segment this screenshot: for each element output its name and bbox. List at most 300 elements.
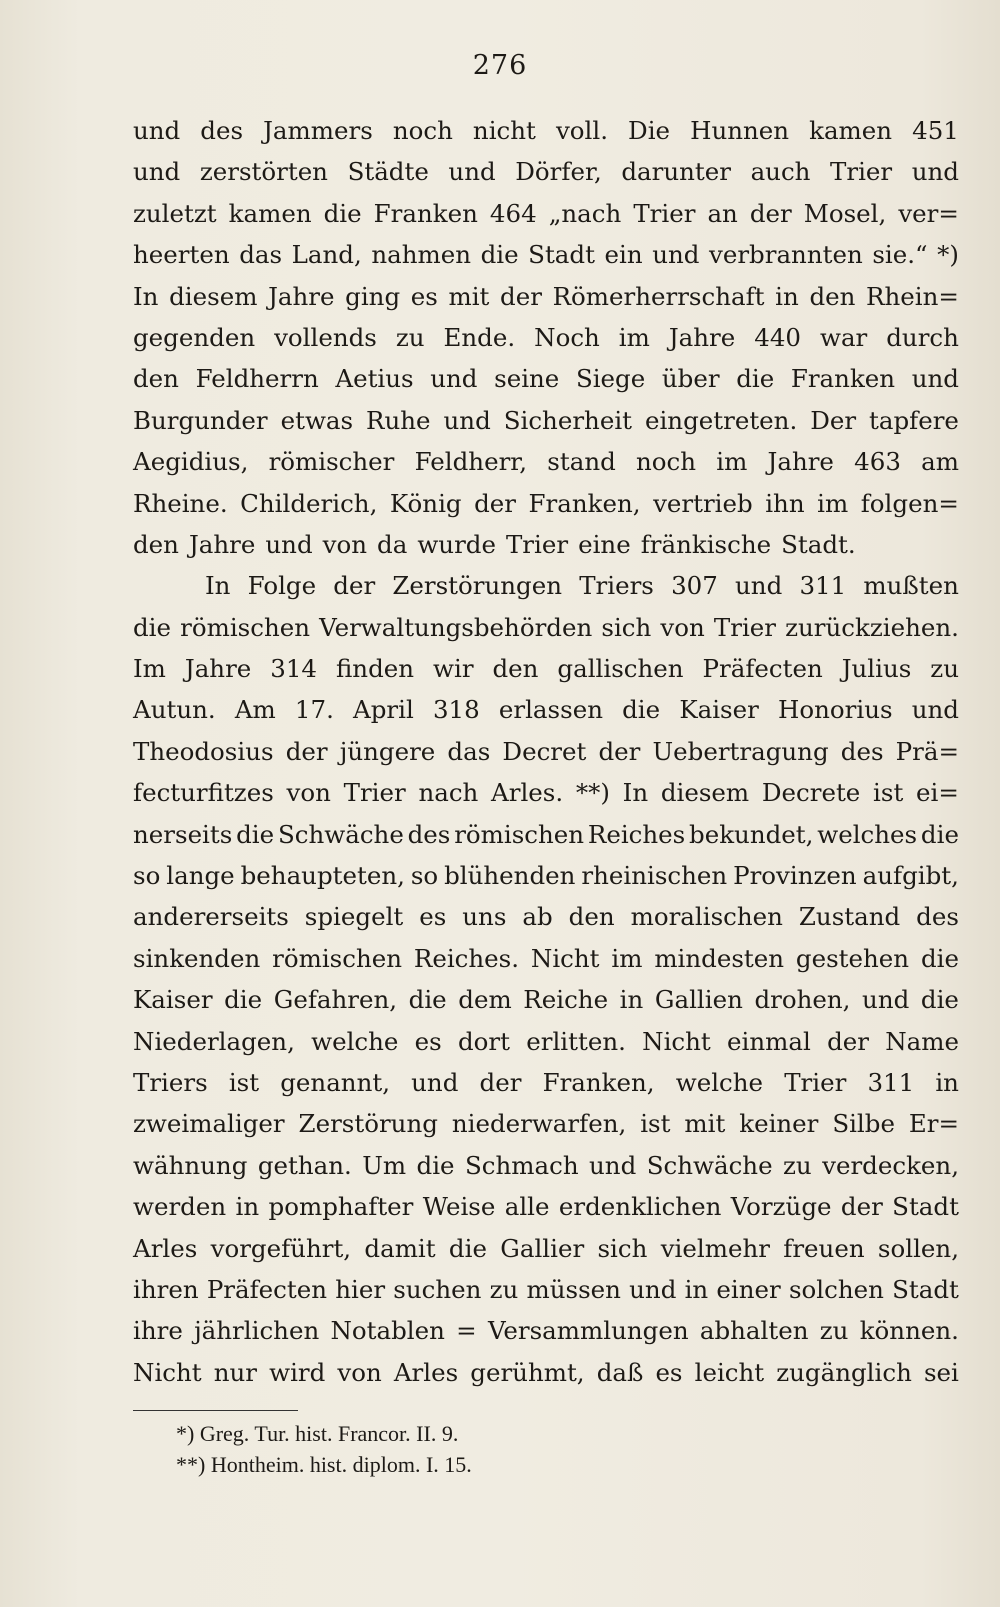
word: diesem bbox=[169, 281, 258, 311]
word: finden bbox=[335, 654, 415, 684]
word: sinkenden bbox=[133, 943, 261, 973]
word: die bbox=[920, 985, 959, 1015]
word: Der bbox=[810, 405, 857, 435]
word: Jahre bbox=[668, 322, 736, 352]
text-line bbox=[133, 1103, 959, 1144]
word: vorgeführt, bbox=[210, 1233, 352, 1263]
word: Trier bbox=[633, 198, 696, 228]
word: Schmach bbox=[464, 1150, 579, 1180]
word: Jahre bbox=[268, 281, 335, 311]
word: Trier bbox=[713, 612, 776, 642]
word: Jammers bbox=[263, 116, 373, 145]
word: noch bbox=[392, 116, 453, 145]
word: noch bbox=[636, 447, 697, 477]
page-number: 276 bbox=[472, 50, 528, 81]
word: 307 bbox=[671, 571, 718, 601]
word: Vorzüge bbox=[730, 1192, 832, 1222]
text-line bbox=[133, 1062, 959, 1103]
word: ging bbox=[345, 281, 401, 311]
word: sie.“ bbox=[872, 240, 928, 270]
word: Gallien bbox=[654, 985, 743, 1015]
word: und bbox=[411, 1067, 459, 1097]
word: alle bbox=[504, 1192, 550, 1222]
word: Autun. bbox=[133, 695, 216, 725]
word: und bbox=[448, 157, 496, 187]
word: zweimaliger bbox=[133, 1109, 285, 1139]
word: Franken bbox=[373, 198, 478, 228]
word: der bbox=[598, 736, 641, 766]
word: des bbox=[840, 736, 884, 766]
word: im bbox=[716, 447, 748, 477]
word: sich bbox=[601, 612, 652, 642]
word: im bbox=[618, 322, 650, 352]
word: der bbox=[285, 736, 328, 766]
word: eingetreten. bbox=[644, 405, 798, 435]
word: Notablen bbox=[330, 1316, 445, 1346]
word: und bbox=[133, 157, 181, 187]
word: Zerstörung bbox=[298, 1109, 438, 1139]
word: und bbox=[430, 364, 478, 394]
footnote: **) Hontheim. hist. diplom. I. 15. bbox=[176, 1452, 472, 1477]
text-line bbox=[133, 193, 959, 234]
word: Er= bbox=[908, 1109, 959, 1139]
word: Schwäche bbox=[646, 1150, 773, 1180]
text-line bbox=[133, 110, 959, 151]
word: Aetius bbox=[335, 364, 414, 394]
word: der bbox=[333, 571, 376, 601]
word: ab bbox=[522, 902, 553, 932]
word: Stadt. bbox=[781, 529, 856, 559]
text-line bbox=[133, 1145, 959, 1186]
word: gethan. bbox=[257, 1150, 352, 1180]
word: Triers bbox=[133, 1067, 208, 1097]
word: Ende. bbox=[443, 322, 516, 352]
word: gerühmt, bbox=[470, 1357, 585, 1387]
word: Nicht bbox=[530, 943, 600, 973]
word: genannt, bbox=[280, 1067, 390, 1097]
word: der bbox=[827, 1026, 869, 1056]
word: und bbox=[265, 529, 313, 559]
word: auch bbox=[750, 157, 811, 187]
word: nicht bbox=[472, 116, 536, 145]
word: Land, bbox=[291, 240, 362, 270]
word: Trier bbox=[343, 778, 406, 808]
word: Um bbox=[362, 1150, 407, 1180]
word: voll. bbox=[555, 116, 608, 145]
word: diesem bbox=[660, 778, 750, 808]
word: Nicht bbox=[133, 1357, 202, 1387]
word: Rheine. bbox=[133, 488, 228, 518]
word: über bbox=[661, 364, 720, 394]
word: Trier bbox=[830, 157, 893, 187]
word: Kaiser bbox=[133, 985, 213, 1015]
word: Prä= bbox=[895, 736, 959, 766]
text-line bbox=[133, 979, 959, 1020]
word: Reiches bbox=[587, 819, 686, 849]
word: seine bbox=[494, 364, 560, 394]
word: rheinischen bbox=[581, 861, 728, 891]
word: Name bbox=[885, 1026, 959, 1056]
word: 440 bbox=[754, 322, 801, 352]
text-line bbox=[133, 896, 959, 937]
body-text bbox=[133, 110, 959, 1393]
word: die bbox=[448, 1233, 487, 1263]
word: werden bbox=[133, 1192, 227, 1222]
word: 464 bbox=[489, 198, 537, 228]
word: Franken, bbox=[542, 1067, 655, 1097]
word: erlitten. bbox=[526, 1026, 626, 1056]
word: Jahre bbox=[188, 529, 256, 559]
word: von bbox=[337, 1357, 382, 1387]
word: **) bbox=[575, 778, 610, 808]
word: gestehen bbox=[795, 943, 910, 973]
word: freuen bbox=[783, 1233, 865, 1263]
word: die bbox=[736, 364, 775, 394]
word: daß bbox=[596, 1357, 644, 1387]
word: sollen, bbox=[877, 1233, 959, 1263]
word: und bbox=[652, 240, 700, 270]
word: Stadt bbox=[528, 240, 595, 270]
word: Triers bbox=[579, 571, 654, 601]
word: Stadt bbox=[892, 1274, 959, 1304]
word: und bbox=[911, 364, 959, 394]
word: zu bbox=[395, 322, 425, 352]
word: darunter bbox=[621, 157, 731, 187]
text-line bbox=[133, 814, 959, 855]
text-line bbox=[133, 358, 959, 399]
word: zerstörten bbox=[199, 157, 328, 187]
word: des bbox=[407, 819, 451, 849]
word: welche bbox=[311, 1026, 399, 1056]
word: verbrannten bbox=[709, 240, 863, 270]
word: Zustand bbox=[798, 902, 901, 932]
word: des bbox=[200, 116, 244, 145]
text-line bbox=[133, 276, 959, 317]
word: die bbox=[224, 985, 263, 1015]
word: 318 bbox=[432, 695, 480, 725]
text-line bbox=[133, 648, 959, 689]
word: Decrete bbox=[761, 778, 861, 808]
word: 311 bbox=[867, 1067, 915, 1097]
word: kamen bbox=[809, 116, 893, 145]
word: ihren bbox=[133, 1274, 199, 1304]
word: hier bbox=[335, 1274, 386, 1304]
word: Reiche bbox=[523, 985, 609, 1015]
text-line bbox=[133, 1186, 959, 1227]
word: stand bbox=[547, 447, 616, 477]
word: verdecken, bbox=[822, 1150, 959, 1180]
word: ihre bbox=[133, 1316, 183, 1346]
word: der bbox=[749, 198, 792, 228]
word: mindesten bbox=[654, 943, 785, 973]
word: damit bbox=[364, 1233, 436, 1263]
word: ihn bbox=[765, 488, 805, 518]
word: wähnung bbox=[133, 1150, 248, 1180]
word: uns bbox=[462, 902, 507, 932]
word: und bbox=[735, 571, 783, 601]
word: das bbox=[239, 240, 283, 270]
word: fecturfitzes bbox=[133, 778, 274, 808]
text-line bbox=[133, 772, 959, 813]
word: 17. bbox=[294, 695, 334, 725]
text-line bbox=[133, 731, 959, 772]
word: Im bbox=[133, 654, 166, 684]
word: es bbox=[410, 281, 438, 311]
word: bekundet, bbox=[689, 819, 814, 849]
word: den bbox=[133, 529, 179, 559]
word: erdenklichen bbox=[558, 1192, 722, 1222]
word: Hunnen bbox=[690, 116, 790, 145]
word: nahmen bbox=[371, 240, 472, 270]
word: die bbox=[323, 198, 362, 228]
word: Weise bbox=[422, 1192, 496, 1222]
word: ist bbox=[228, 1067, 260, 1097]
word: vielmehr bbox=[660, 1233, 770, 1263]
word: Präfecten bbox=[206, 1274, 328, 1304]
word: Folge bbox=[247, 571, 317, 601]
word: in bbox=[775, 281, 799, 311]
word: Noch bbox=[534, 322, 600, 352]
word: Provinzen bbox=[733, 861, 857, 891]
word: Reiches. bbox=[413, 943, 520, 973]
word: römischer bbox=[268, 447, 395, 477]
word: Kaiser bbox=[679, 695, 759, 725]
word: war bbox=[819, 322, 868, 352]
text-line bbox=[133, 607, 959, 648]
word: 311 bbox=[799, 571, 847, 601]
word: römischen bbox=[180, 612, 311, 642]
word: wird bbox=[269, 1357, 326, 1387]
word: Rhein= bbox=[866, 281, 959, 311]
word: nach bbox=[418, 778, 479, 808]
word: im bbox=[817, 488, 849, 518]
word: welches bbox=[817, 819, 918, 849]
word: folgen= bbox=[860, 488, 959, 518]
word: drohen, bbox=[754, 985, 851, 1015]
word: so bbox=[133, 861, 161, 891]
word: nur bbox=[213, 1357, 257, 1387]
word: Mosel, bbox=[803, 198, 887, 228]
word: sich bbox=[597, 1233, 648, 1263]
word: die bbox=[408, 985, 447, 1015]
word: und bbox=[443, 405, 491, 435]
word: In bbox=[133, 281, 159, 311]
word: die bbox=[622, 695, 661, 725]
word: Arles bbox=[133, 1233, 198, 1263]
word: von bbox=[660, 612, 705, 642]
word: eine bbox=[578, 529, 631, 559]
word: und bbox=[862, 985, 910, 1015]
word: ei= bbox=[916, 778, 959, 808]
word: keiner bbox=[739, 1109, 819, 1139]
word: In bbox=[205, 571, 231, 601]
text-line bbox=[133, 1352, 959, 1393]
word: abhalten bbox=[699, 1316, 809, 1346]
text-line bbox=[133, 400, 959, 441]
word: Versammlungen bbox=[487, 1316, 689, 1346]
word: 314 bbox=[270, 654, 318, 684]
word: moralischen bbox=[630, 902, 783, 932]
footnotes bbox=[176, 1418, 472, 1480]
text-line bbox=[133, 855, 959, 896]
word: 463 bbox=[854, 447, 901, 477]
word: gallischen bbox=[557, 654, 684, 684]
word: Childerich, bbox=[240, 488, 378, 518]
word: Uebertragung bbox=[652, 736, 829, 766]
word: blühenden bbox=[444, 861, 576, 891]
word: römischen bbox=[272, 943, 403, 973]
word: die bbox=[480, 240, 519, 270]
word: In bbox=[622, 778, 649, 808]
word: ist bbox=[640, 1109, 671, 1139]
text-line bbox=[133, 1021, 959, 1062]
word: Aegidius, bbox=[133, 447, 249, 477]
word: in bbox=[935, 1067, 959, 1097]
word: *) bbox=[937, 240, 959, 270]
text-line bbox=[133, 565, 959, 606]
word: nerseits bbox=[133, 819, 233, 849]
word: Theodosius bbox=[133, 736, 274, 766]
text-line bbox=[133, 234, 959, 275]
word: = bbox=[456, 1316, 477, 1346]
word: am bbox=[921, 447, 959, 477]
word: Burgunder bbox=[133, 405, 268, 435]
word: niederwarfen, bbox=[451, 1109, 627, 1139]
word: tapfere bbox=[869, 405, 959, 435]
word: Trier bbox=[784, 1067, 847, 1097]
word: spiegelt bbox=[304, 902, 404, 932]
word: Sicherheit bbox=[503, 405, 633, 435]
word: 451 bbox=[912, 116, 959, 145]
word: Julius bbox=[841, 654, 912, 684]
word: Trier bbox=[505, 529, 569, 559]
text-line bbox=[133, 938, 959, 979]
word: so bbox=[410, 861, 439, 891]
word: welche bbox=[675, 1067, 764, 1097]
word: Städte bbox=[347, 157, 429, 187]
word: den bbox=[492, 654, 539, 684]
word: Honorius bbox=[778, 695, 893, 725]
word: den bbox=[809, 281, 856, 311]
word: Präfecten bbox=[702, 654, 823, 684]
word: April bbox=[353, 695, 414, 725]
word: jüngere bbox=[339, 736, 436, 766]
word: Siege bbox=[575, 364, 646, 394]
word: wir bbox=[433, 654, 474, 684]
word: Stadt bbox=[892, 1192, 959, 1222]
word: Arles. bbox=[491, 778, 564, 808]
text-line bbox=[133, 689, 959, 730]
word: vertrieb bbox=[653, 488, 753, 518]
word: suchen bbox=[393, 1274, 482, 1304]
word: es bbox=[419, 902, 447, 932]
word: einmal bbox=[727, 1026, 811, 1056]
text-line bbox=[133, 1310, 959, 1351]
text-line bbox=[133, 1228, 959, 1269]
word: Zerstörungen bbox=[392, 571, 563, 601]
word: mit bbox=[684, 1109, 726, 1139]
word: der bbox=[479, 1067, 522, 1097]
word: König bbox=[389, 488, 462, 518]
word: dem bbox=[458, 985, 512, 1015]
word: pomphafter bbox=[268, 1192, 414, 1222]
word: die bbox=[133, 612, 172, 642]
word: zu bbox=[489, 1274, 519, 1304]
word: heerten bbox=[133, 240, 230, 270]
word: der bbox=[840, 1192, 883, 1222]
word: und bbox=[589, 1150, 637, 1180]
footnote-rule bbox=[133, 1410, 298, 1411]
word: Decret bbox=[502, 736, 587, 766]
word: und bbox=[911, 157, 959, 187]
word: Jahre bbox=[184, 654, 252, 684]
word: zuletzt bbox=[133, 198, 217, 228]
word: im bbox=[611, 943, 643, 973]
word: Feldherrn bbox=[195, 364, 319, 394]
word: und bbox=[629, 1274, 677, 1304]
word: und bbox=[133, 116, 181, 145]
word: römischen bbox=[454, 819, 585, 849]
word: Arles bbox=[393, 1357, 459, 1387]
word: Ruhe bbox=[366, 405, 431, 435]
word: Römerherrschaft bbox=[552, 281, 765, 311]
word: Die bbox=[628, 116, 671, 145]
word: mit bbox=[448, 281, 490, 311]
word: zurückziehen. bbox=[785, 612, 959, 642]
word: solchen bbox=[788, 1274, 884, 1304]
word: gegenden bbox=[133, 322, 256, 352]
word: es bbox=[414, 1026, 442, 1056]
word: der bbox=[474, 488, 517, 518]
word: ist bbox=[873, 778, 904, 808]
word: Am bbox=[234, 695, 276, 725]
word: einer bbox=[716, 1274, 781, 1304]
footnote: *) Greg. Tur. hist. Francor. II. 9. bbox=[176, 1421, 459, 1446]
word: die bbox=[920, 819, 959, 849]
word: lange bbox=[166, 861, 235, 891]
word: Dörfer, bbox=[515, 157, 602, 187]
word: zu bbox=[930, 654, 959, 684]
text-line bbox=[133, 441, 959, 482]
word: etwas bbox=[280, 405, 354, 435]
word: die bbox=[920, 943, 959, 973]
word: die bbox=[236, 819, 275, 849]
word: dort bbox=[458, 1026, 510, 1056]
word: behaupteten, bbox=[240, 861, 405, 891]
word: können. bbox=[859, 1316, 959, 1346]
word: da bbox=[377, 529, 408, 559]
word: Gallier bbox=[500, 1233, 585, 1263]
word: von bbox=[322, 529, 368, 559]
word: von bbox=[286, 778, 331, 808]
word: Verwaltungsbehörden bbox=[319, 612, 593, 642]
word: den bbox=[133, 364, 179, 394]
word: zu bbox=[783, 1150, 812, 1180]
word: vollends bbox=[274, 322, 377, 352]
word: fränkische bbox=[640, 529, 772, 559]
word: den bbox=[568, 902, 615, 932]
word: durch bbox=[886, 322, 959, 352]
word: erlassen bbox=[498, 695, 603, 725]
word: aufgibt, bbox=[862, 861, 959, 891]
word: an bbox=[707, 198, 738, 228]
word: Niederlagen, bbox=[133, 1026, 295, 1056]
word: andererseits bbox=[133, 902, 289, 932]
word: in bbox=[684, 1274, 709, 1304]
word: jährlichen bbox=[194, 1316, 320, 1346]
text-line bbox=[133, 1269, 959, 1310]
word: Nicht bbox=[642, 1026, 711, 1056]
